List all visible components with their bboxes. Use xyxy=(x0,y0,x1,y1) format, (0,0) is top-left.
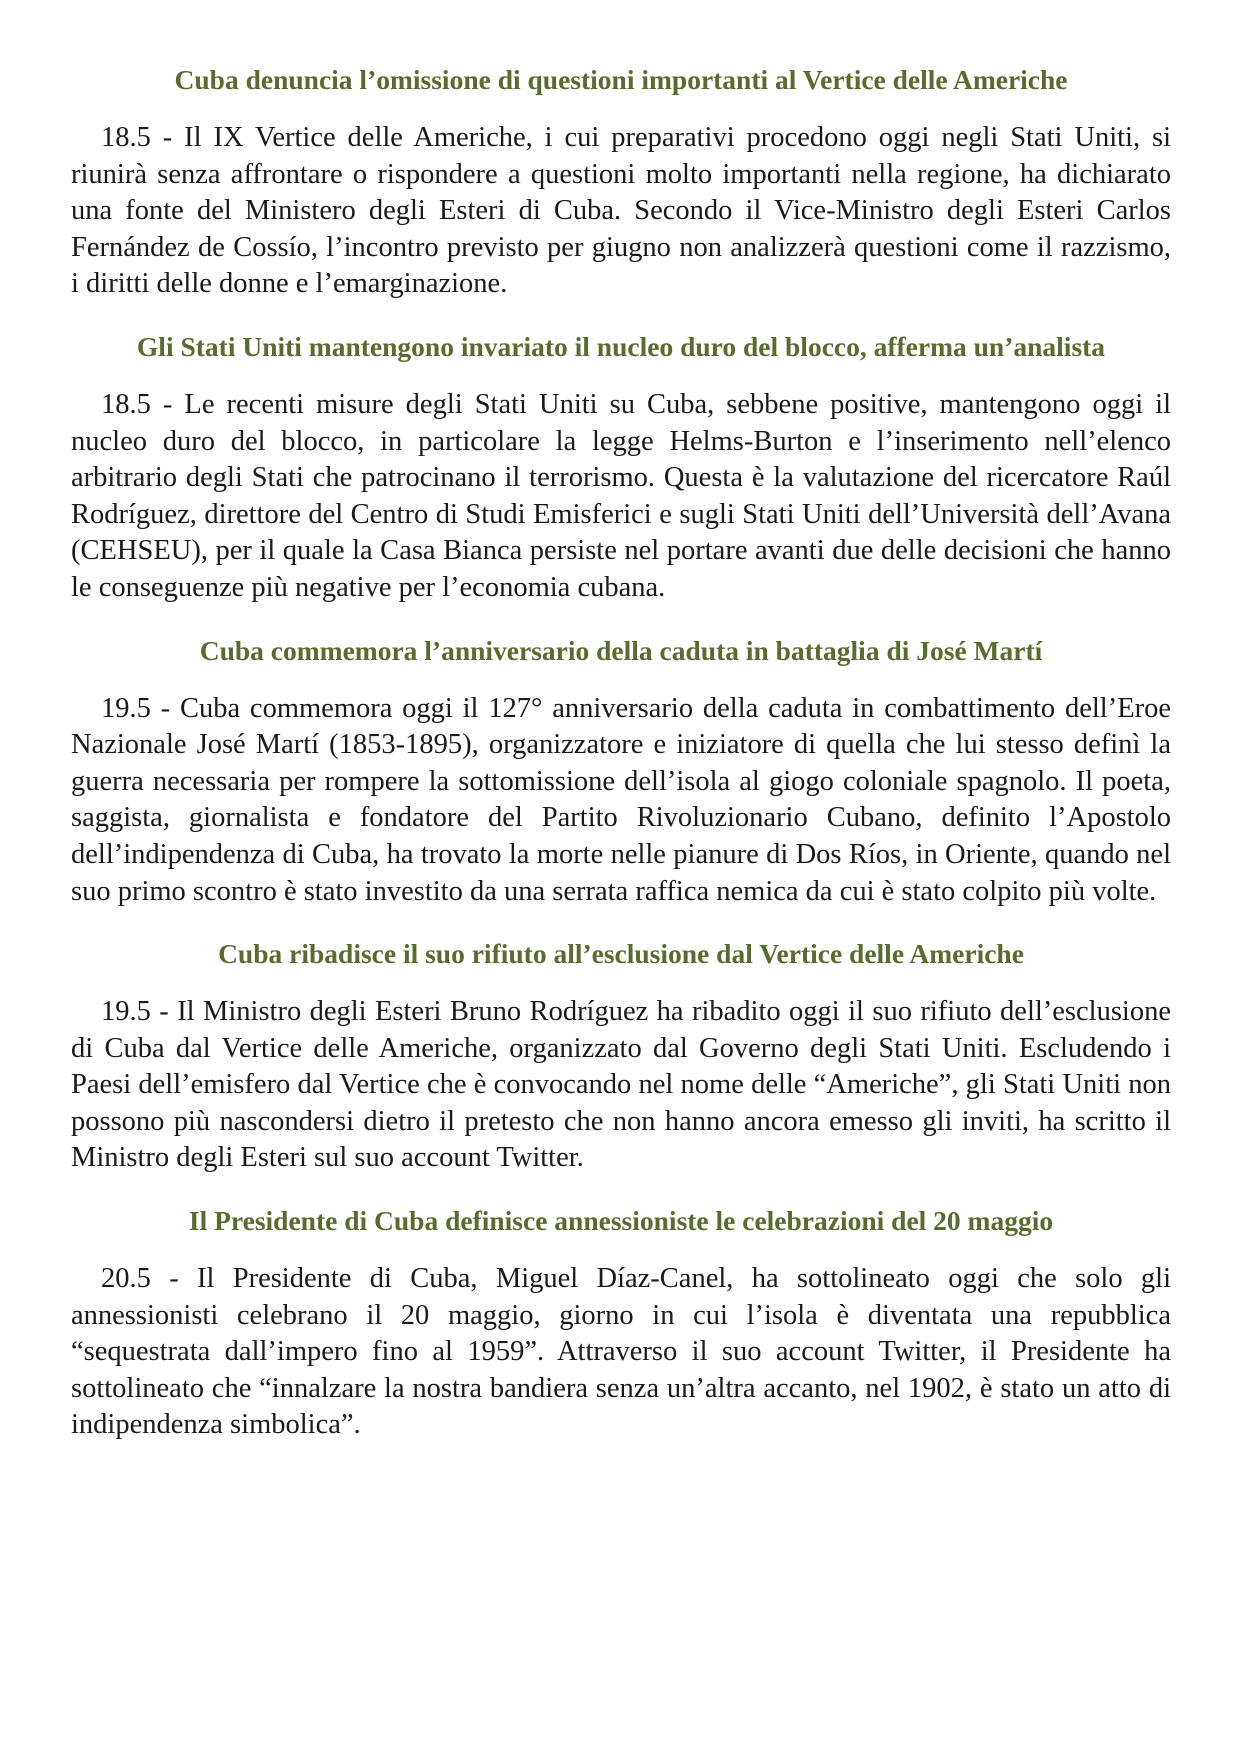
news-body: 19.5 - Cuba commemora oggi il 127° anniversario della caduta in combattimento dell’Eroe Nazionale José Martí (1853-1895), organizzatore e iniziatore di quella che lui stesso definì la guerra necessaria per rompere la sottomissione dell’isola al giogo coloniale spagnolo. Il poeta, saggista, giornalista e fondatore del Partito Rivoluzionario Cubano, definito l’Apostolo dell’indipendenza di Cuba, ha trovato la morte nelle pianure di Dos Ríos, in Oriente, quando nel suo primo scontro è stato investito da una serrata raffica nemica da cui è stato colpito più volte. xyxy=(71,692,1171,907)
news-item xyxy=(71,633,1171,911)
news-headline: Cuba denuncia l’omissione di questioni importanti al Vertice delle Americhe xyxy=(174,64,1068,95)
news-headline: Il Presidente di Cuba definisce annessioniste le celebrazioni del 20 maggio xyxy=(188,1205,1054,1237)
news-item xyxy=(71,1203,1171,1444)
news-body: 20.5 - Il Presidente di Cuba, Miguel Díaz-Canel, ha sottolineato oggi che solo gli annessionisti celebrano il 20 maggio, giorno in cui l’isola è diventata una repubblica “sequestrata dall’impero fino al 1959”. Attraverso il suo account Twitter, il Presidente ha sottolineato che “innalzare la nostra bandiera senza un’altra accanto, nel 1902, è stato un atto di indipendenza simbolica”. xyxy=(71,1263,1171,1441)
news-body: 19.5 - Il Ministro degli Esteri Bruno Rodríguez ha ribadito oggi il suo rifiuto dell’esclusione di Cuba dal Vertice delle Americhe, organizzato dal Governo degli Stati Uniti. Escludendo i Paesi dell’emisfero dal Vertice che è convocando nel nome delle “Americhe”, gli Stati Uniti non possono più nascondersi dietro il pretesto che non hanno ancora emesso gli inviti, ha scritto il Ministro degli Esteri sul suo account Twitter. xyxy=(71,996,1171,1174)
news-item xyxy=(71,62,1171,303)
document-page xyxy=(71,62,1171,1470)
news-item xyxy=(71,329,1171,607)
news-headline: Gli Stati Uniti mantengono invariato il nucleo duro del blocco, afferma un’analista xyxy=(136,330,1106,362)
news-body: 18.5 - Il IX Vertice delle Americhe, i cui preparativi procedono oggi negli Stati Uniti, si riunirà senza affrontare o rispondere a questioni molto importanti nella regione, ha dichiarato una fonte del Ministero degli Esteri di Cuba. Secondo il Vice-Ministro degli Esteri Carlos Fernández de Cossío, l’incontro previsto per giugno non analizzerà questioni come il razzismo, i diritti delle donne e l’emarginazione. xyxy=(71,122,1171,300)
news-headline: Cuba commemora l’anniversario della caduta in battaglia di José Martí xyxy=(199,634,1043,666)
news-body: 18.5 - Le recenti misure degli Stati Uniti su Cuba, sebbene positive, mantengono oggi il nucleo duro del blocco, in particolare la legge Helms-Burton e l’inserimento nell’elenco arbitrario degli Stati che patrocinano il terrorismo. Questa è la valutazione del ricercatore Raúl Rodríguez, direttore del Centro di Studi Emisferici e sugli Stati Uniti dell’Università dell’Avana (CEHSEU), per il quale la Casa Bianca persiste nel portare avanti due delle decisioni che hanno le conseguenze più negative per l’economia cubana. xyxy=(71,388,1171,603)
news-headline: Cuba ribadisce il suo rifiuto all’esclusione dal Vertice delle Americhe xyxy=(218,938,1024,970)
news-item xyxy=(71,936,1171,1177)
